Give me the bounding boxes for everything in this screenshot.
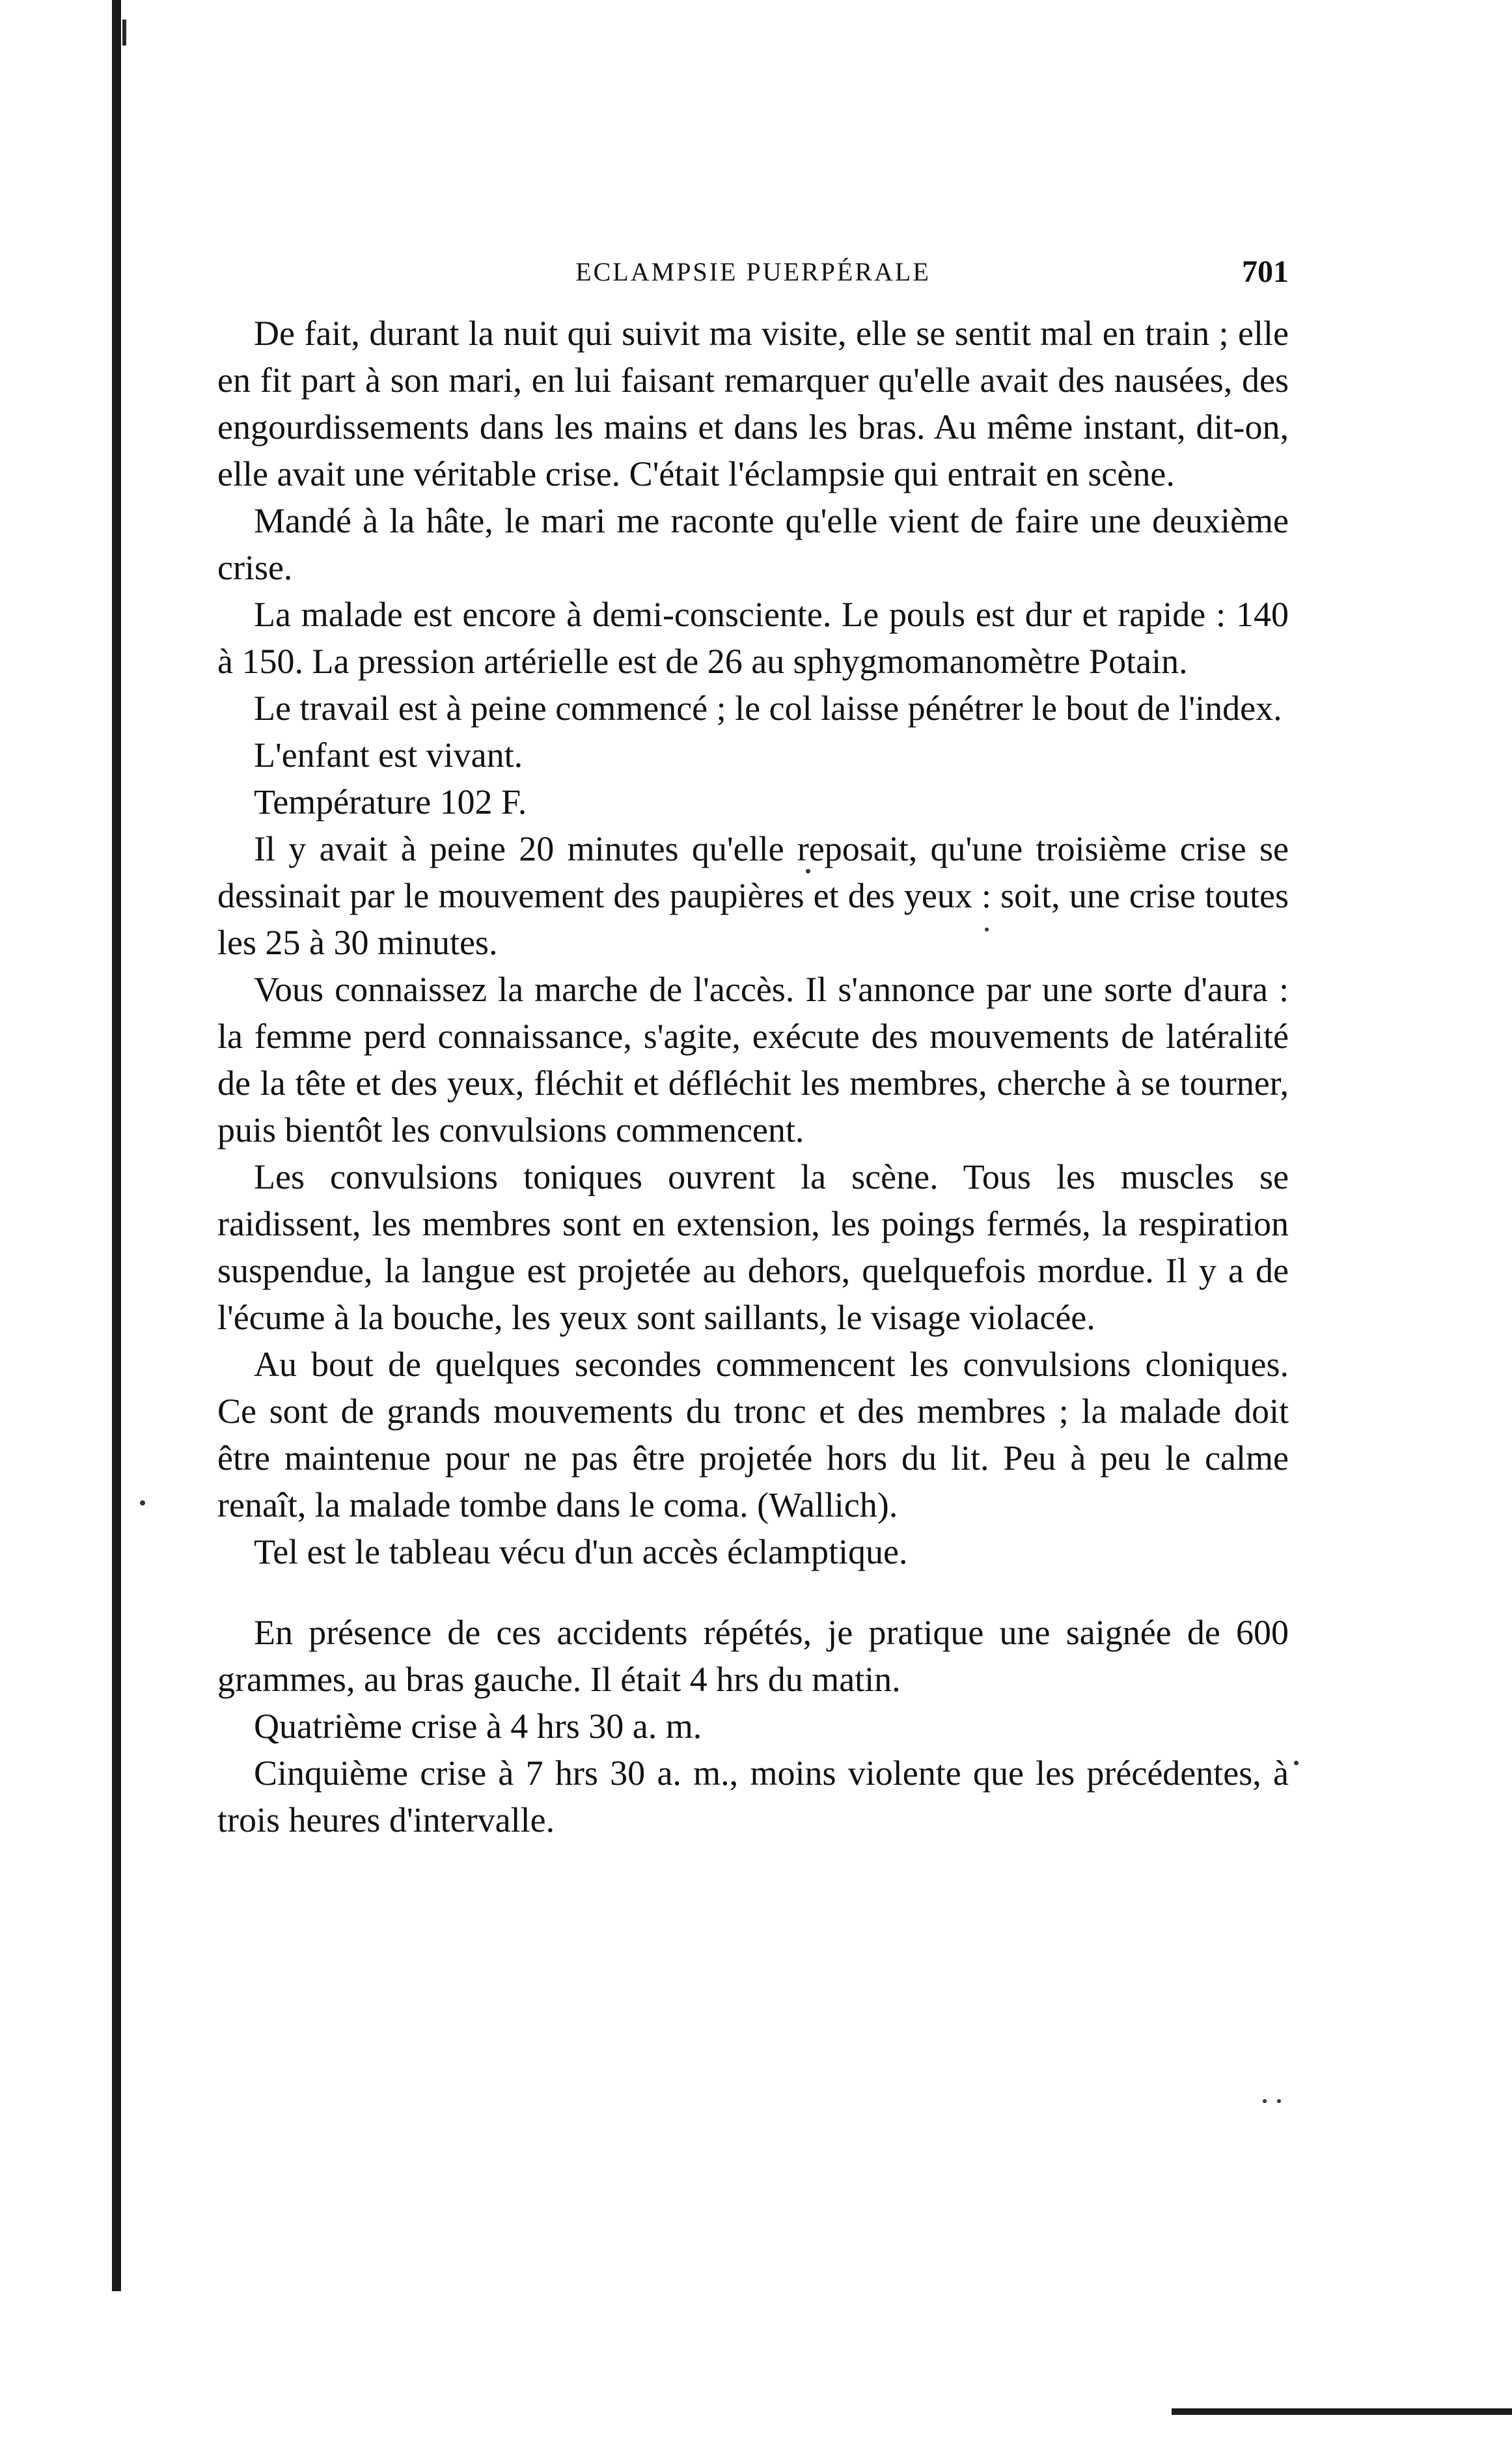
scan-speck <box>1294 1761 1299 1765</box>
scan-speck <box>1277 2099 1281 2103</box>
scan-speck <box>985 928 989 931</box>
paragraph: De fait, durant la nuit qui suivit ma visite, elle se sentit mal en train ; elle en fit part à son mari, en lui faisant remarquer qu'elle avait des nausées, des engourdissements dans les mains et dans les bras. Au même instant, dit-on, elle avait une véritable crise. C'était l'éclampsie qui entrait en scène. <box>217 314 1289 493</box>
paragraph: Quatrième crise à 4 hrs 30 a. m. <box>254 1707 702 1746</box>
page-binding-edge <box>112 0 121 2291</box>
paragraph: Il y avait à peine 20 minutes qu'elle reposait, qu'une troisième crise se dessinait par le mouvement des paupières et des yeux : soit, une crise toutes les 25 à 30 minutes. <box>217 829 1289 962</box>
paragraph: Les convulsions toniques ouvrent la scène. Tous les muscles se raidissent, les membres sont en extension, les poings fermés, la respiration suspendue, la langue est projetée au dehors, quelquefois mordue. Il y a de l'écume à la bouche, les yeux sont saillants, le visage violacée. <box>217 1157 1289 1337</box>
paragraph: Le travail est à peine commencé ; le col laisse pénétrer le bout de l'index. <box>254 689 1282 728</box>
paragraph: Cinquième crise à 7 hrs 30 a. m., moins violente que les précédentes, à trois heures d'intervalle. <box>217 1754 1289 1839</box>
paragraph: Vous connaissez la marche de l'accès. Il s'annonce par une sorte d'aura : la femme perd connaissance, s'agite, exécute des mouvements de latéralité de la tête et des yeux, fléchit et défléchit les membres, cherche à se tourner, puis bientôt les convulsions commencent. <box>217 970 1289 1150</box>
page-bottom-edge <box>1172 2408 1512 2415</box>
paragraph: Mandé à la hâte, le mari me raconte qu'elle vient de faire une deuxième crise. <box>217 501 1289 587</box>
page-number: 701 <box>1242 255 1289 289</box>
binding-edge-mark <box>122 20 126 46</box>
body-text <box>217 310 1289 1843</box>
page-header <box>217 253 1289 292</box>
paragraph: Au bout de quelques secondes commencent les convulsions cloniques. Ce sont de grands mouvements du tronc et des membres ; la malade doit être maintenue pour ne pas être projetée hors du lit. Peu à peu le calme renaît, la malade tombe dans le coma. (Wallich). <box>217 1345 1289 1524</box>
scan-speck <box>806 869 810 874</box>
running-title: ECLAMPSIE PUERPÉRALE <box>575 257 931 286</box>
paragraph: Tel est le tableau vécu d'un accès éclamptique. <box>254 1532 908 1571</box>
paragraph: En présence de ces accidents répétés, je pratique une saignée de 600 grammes, au bras gauche. Il était 4 hrs du matin. <box>217 1613 1289 1699</box>
paragraph: L'enfant est vivant. <box>254 736 523 775</box>
paragraph: La malade est encore à demi-consciente. Le pouls est dur et rapide : 140 à 150. La pression artérielle est de 26 au sphygmomanomètre Potain. <box>217 595 1289 681</box>
scan-speck <box>1263 2099 1267 2103</box>
scan-speck <box>140 1500 145 1506</box>
paragraph: Température 102 F. <box>254 782 527 821</box>
